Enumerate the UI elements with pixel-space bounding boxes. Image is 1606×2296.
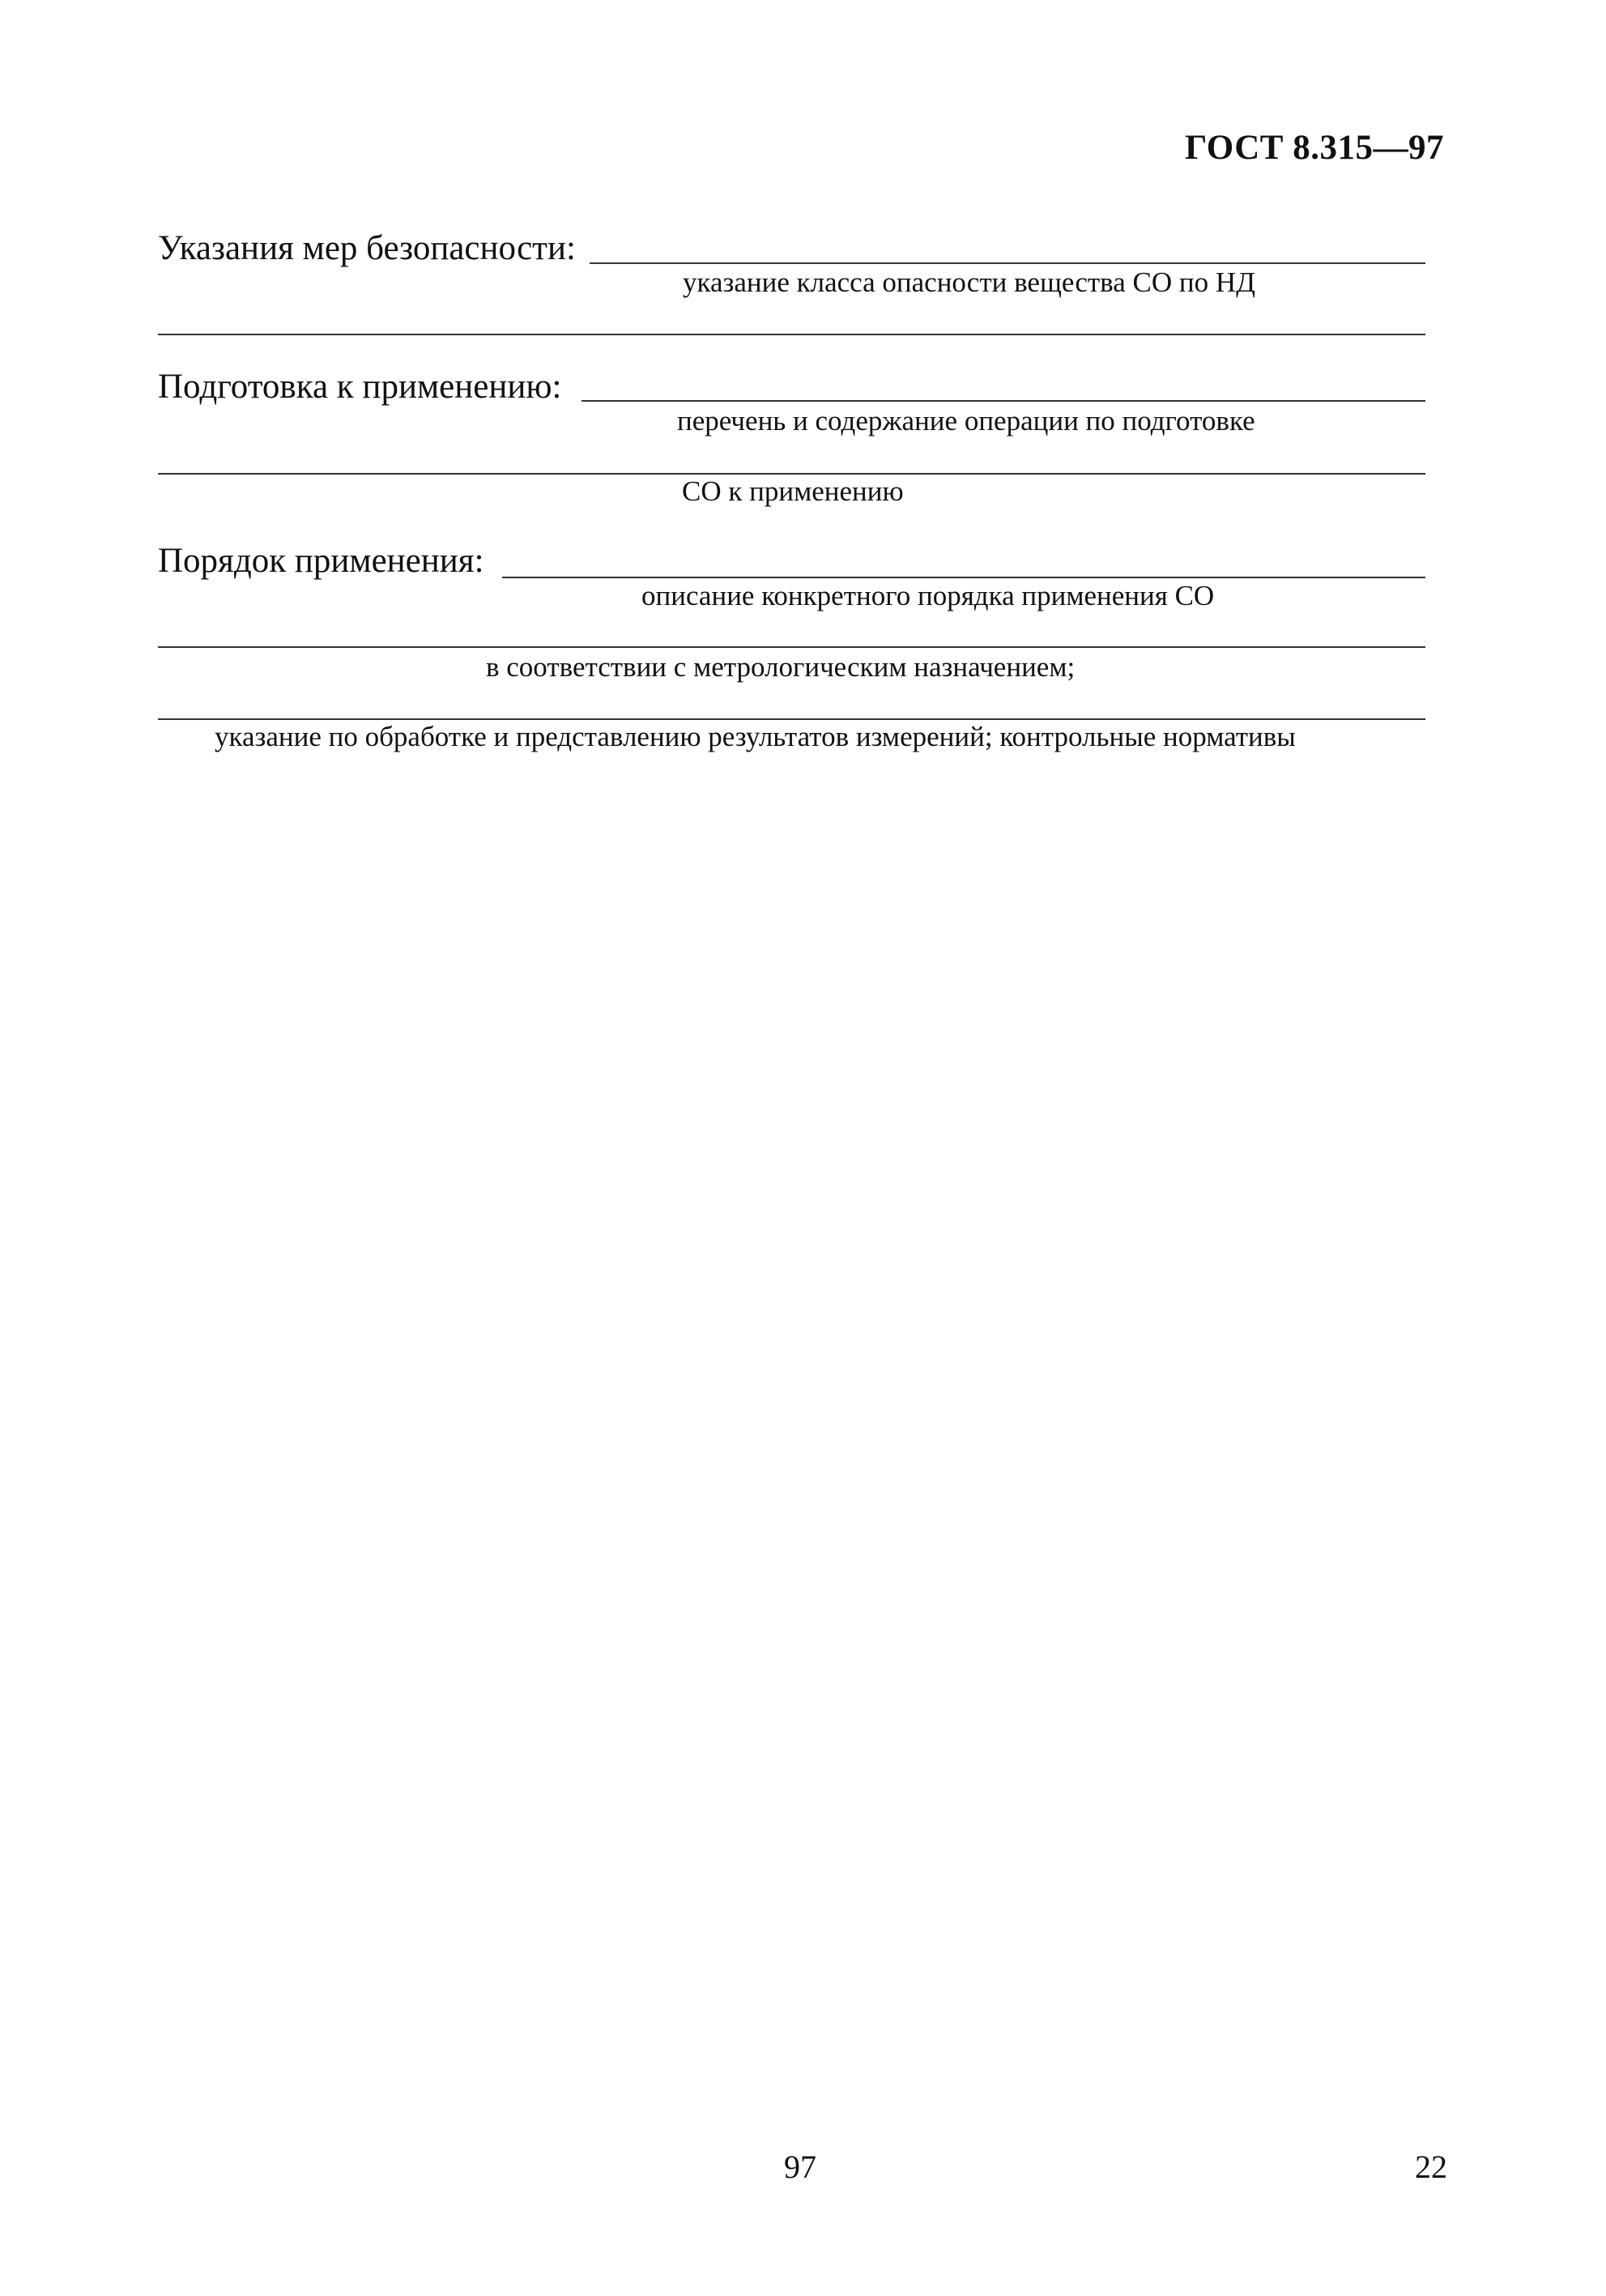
safety-field-line[interactable] [590, 262, 1425, 264]
preparation-hint-2: СО к применению [682, 475, 904, 507]
preparation-hint-1: перечень и содержание операции по подготовке [677, 405, 1255, 437]
document-code: ГОСТ 8.315—97 [1185, 129, 1444, 167]
safety-field-line-2[interactable] [158, 334, 1425, 335]
procedure-hint-3: указание по обработке и представлению результатов измерений; контрольные нормативы [215, 721, 1296, 752]
preparation-field-line[interactable] [581, 400, 1425, 402]
safety-label: Указания мер безопасности: [158, 229, 576, 267]
footer-center-number: 97 [784, 2149, 816, 2185]
procedure-field-line-3[interactable] [158, 718, 1425, 720]
safety-hint: указание класса опасности вещества СО по НД [683, 266, 1256, 298]
procedure-field-line[interactable] [502, 577, 1425, 578]
procedure-field-line-2[interactable] [158, 646, 1425, 648]
preparation-field-line-2[interactable] [158, 473, 1425, 475]
preparation-label: Подготовка к применению: [158, 368, 562, 406]
procedure-hint-2: в соответствии с метрологическим назначением; [486, 651, 1076, 683]
procedure-label: Порядок применения: [158, 542, 484, 580]
procedure-hint-1: описание конкретного порядка применения СО [641, 580, 1215, 611]
page-number: 22 [1415, 2149, 1447, 2185]
